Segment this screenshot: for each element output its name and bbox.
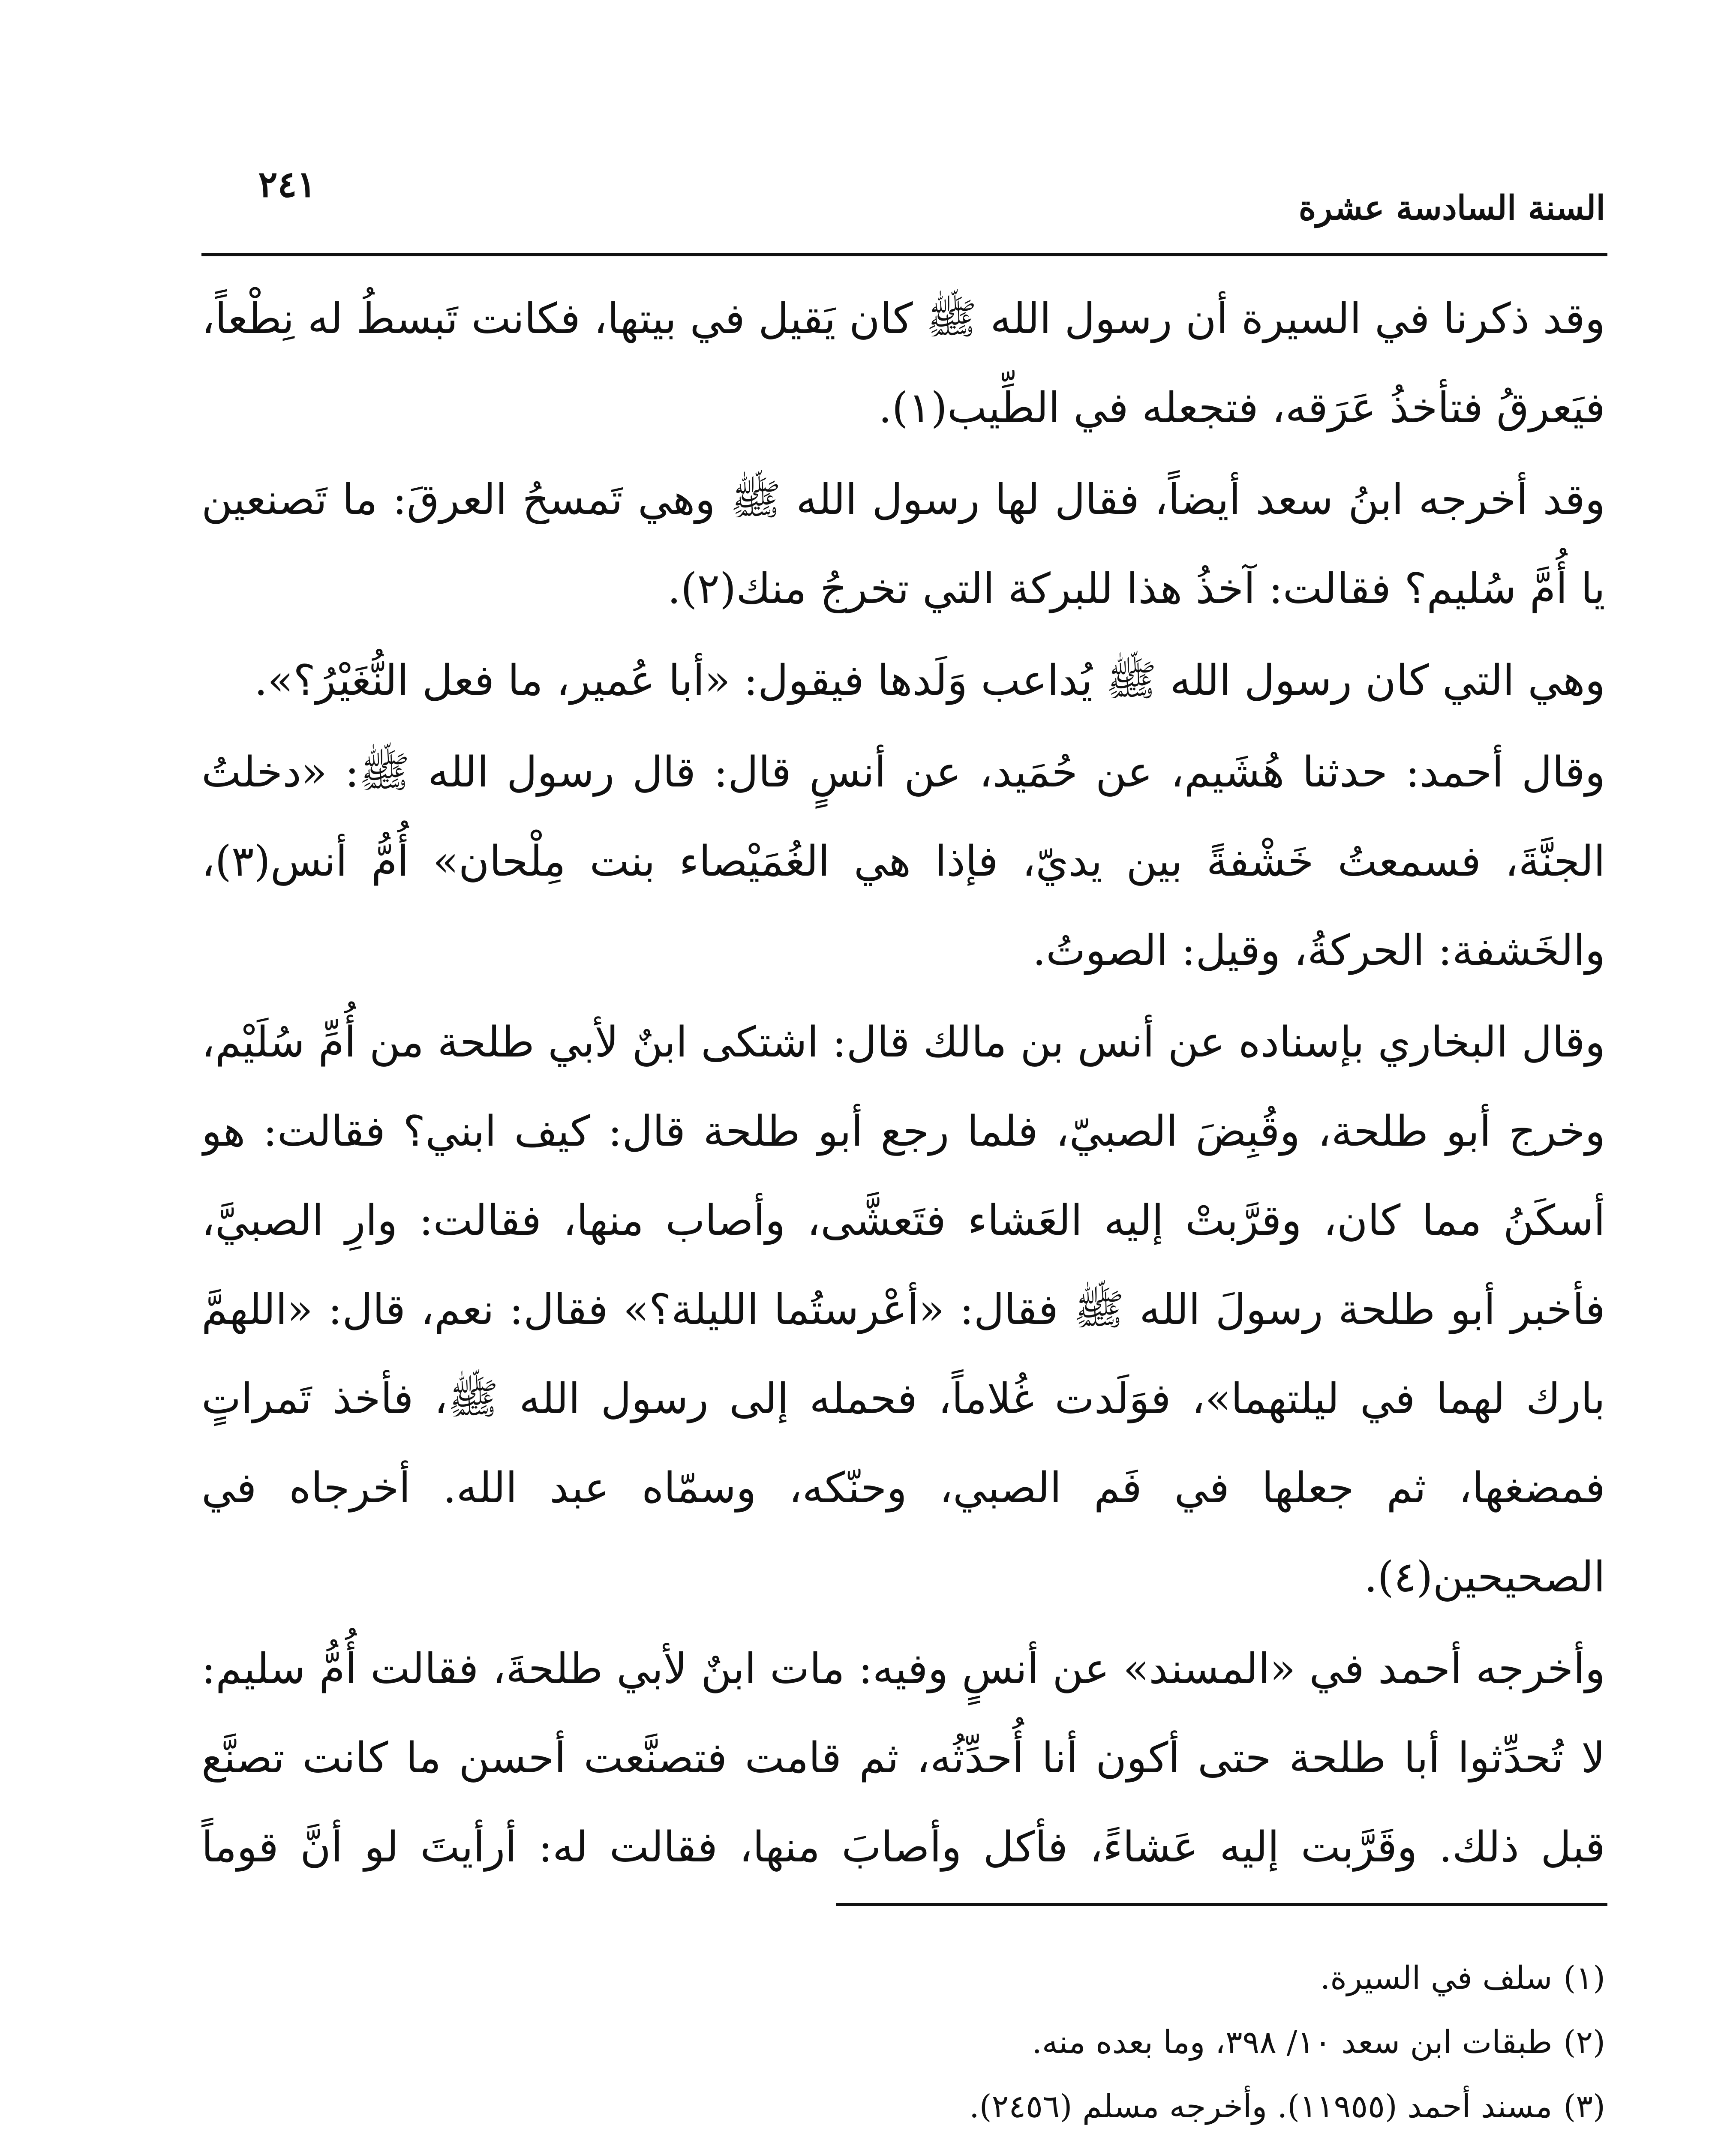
- footnote-divider: [836, 1903, 1607, 1906]
- paragraph: وقال أحمد: حدثنا هُشَيم، عن حُمَيد، عن أنسٍ قال: قال رسول الله ﷺ: «دخلتُ الجنَّةَ، فسمعتُ خَشْفةً بين يديّ، فإذا هي الغُمَيْصاء بنت مِلْحان» أُمُّ أنس(٣)، والخَشفة: الحركةُ، وقيل: الصوتُ.: [201, 748, 1605, 975]
- footnote-number: (٢): [1563, 2024, 1605, 2061]
- footnote-number: (٣): [1563, 2088, 1605, 2125]
- footnote: [201, 2139, 1605, 2143]
- running-header-title: السنة السادسة عشرة: [1298, 189, 1605, 228]
- paragraph: وقد أخرجه ابنُ سعد أيضاً، فقال لها رسول الله ﷺ وهي تَمسحُ العرقَ: ما تَصنعين يا أُمَّ سُليم؟ فقالت: آخذُ هذا للبركة التي تخرجُ منك(٢).: [201, 475, 1605, 613]
- footnote-number: (١): [1563, 1960, 1605, 1996]
- paragraph: وهي التي كان رسول الله ﷺ يُداعب وَلَدها فيقول: «أبا عُمير، ما فعل النُّغَيْرُ؟».: [254, 656, 1605, 705]
- footnote: [201, 2074, 1605, 2139]
- footnote-text: مسند أحمد (١١٩٥٥). وأخرجه مسلم (٢٤٥٦).: [969, 2088, 1553, 2125]
- footnotes: [201, 1946, 1605, 2143]
- paragraph: وقد ذكرنا في السيرة أن رسول الله ﷺ كان يَقيل في بيتها، فكانت تَبسطُ له نِطْعاً، فيَعرقُ فتأخذُ عَرَقه، فتجعله في الطِّيب(١).: [201, 294, 1605, 432]
- footnote-text: سلف في السيرة.: [1320, 1960, 1553, 1996]
- page-number: ٢٤١: [258, 163, 316, 205]
- footnote-number: [1564, 2139, 1606, 2143]
- paragraph: وقال البخاري بإسناده عن أنس بن مالك قال: اشتكى ابنٌ لأبي طلحة من أُمِّ سُلَيْم، وخرج أبو طلحة، وقُبِضَ الصبيّ، فلما رجع أبو طلحة قال: كيف ابني؟ فقالت: هو أسكَنُ مما كان، وقرَّبتْ إليه العَشاء فتَعشَّى، وأصاب منها، فقالت: وارِ الصبيَّ، فأخبر أبو طلحة رسولَ الله ﷺ فقال: «أعْرستُما الليلة؟» فقال: نعم، قال: «اللهمَّ بارك لهما في ليلتهما»، فوَلَدت غُلاماً، فحمله إلى رسول الله ﷺ، فأخذ تَمراتٍ فمضغها، ثم جعلها في فَم الصبي، وحنّكه، وسمّاه عبد الله. أخرجاه في الصحيحين(٤).: [201, 1018, 1605, 1602]
- footnote: [201, 1946, 1605, 2010]
- header-divider: [201, 253, 1607, 256]
- footnote: [201, 2010, 1605, 2074]
- paragraph: وأخرجه أحمد في «المسند» عن أنسٍ وفيه: مات ابنٌ لأبي طلحةَ، فقالت أُمُّ سليم: لا تُحدِّثوا أبا طلحة حتى أكون أنا أُحدِّثُه، ثم قامت فتصنَّعت أحسن ما كانت تصنَّع قبل ذلك. وقَرَّبت إليه عَشاءً، فأكل وأصابَ منها، فقالت له: أرأيتَ لو أنَّ قوماً: [201, 1645, 1605, 1872]
- footnote-text: طبقات ابن سعد ١٠/ ٣٩٨، وما بعده منه.: [1032, 2024, 1553, 2061]
- main-text: [201, 274, 1605, 1894]
